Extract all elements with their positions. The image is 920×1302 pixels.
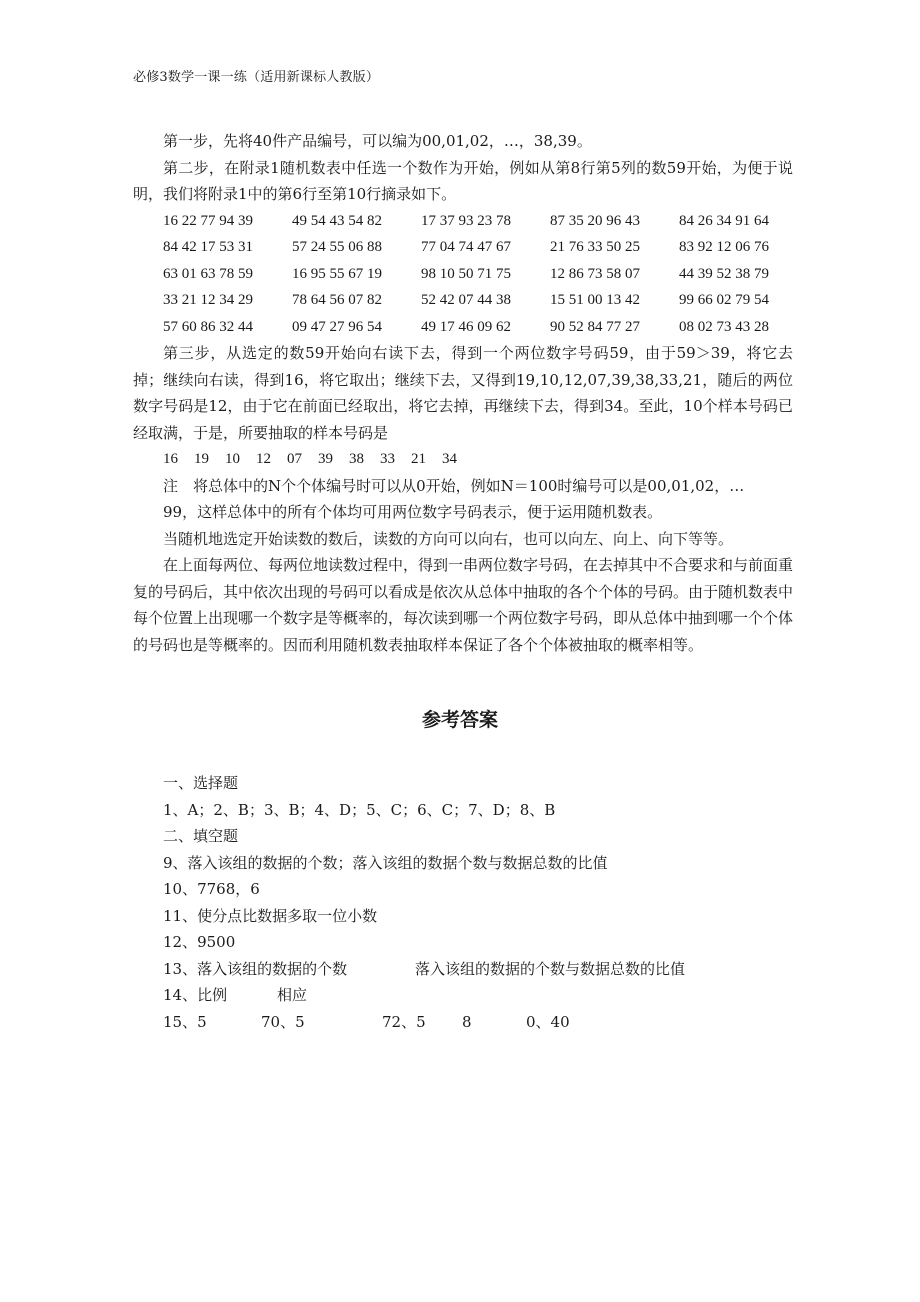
table-cell: 77 04 74 47 67 bbox=[421, 239, 511, 255]
answer-13 bbox=[163, 956, 685, 983]
table-cell: 99 66 02 79 54 bbox=[679, 292, 769, 308]
table-cell: 44 39 52 38 79 bbox=[679, 265, 769, 282]
answer-13-part2: 落入该组的数据的个数与数据总数的比值 bbox=[415, 959, 686, 978]
table-row bbox=[133, 208, 793, 235]
answer-9: 9、落入该组的数据的个数；落入该组的数据个数与数据总数的比值 bbox=[163, 853, 608, 872]
table-cell: 49 54 43 54 82 bbox=[292, 212, 382, 229]
answer-12: 12、9500 bbox=[163, 933, 236, 951]
answer-15-part: 0、40 bbox=[526, 1012, 570, 1031]
step1-paragraph: 第一步，先将40件产品编号，可以编为00,01,02，…，38,39。 bbox=[163, 132, 592, 150]
table-cell: 84 26 34 91 64 bbox=[679, 212, 769, 229]
section-heading-fill: 二、填空题 bbox=[163, 827, 239, 845]
table-cell: 57 24 55 06 88 bbox=[292, 239, 382, 255]
table-cell: 87 35 20 96 43 bbox=[550, 212, 640, 229]
table-cell: 08 02 73 43 28 bbox=[679, 318, 769, 335]
table-cell: 17 37 93 23 78 bbox=[421, 212, 511, 229]
table-row bbox=[133, 314, 793, 341]
answer-15-part: 72、5 bbox=[382, 1012, 426, 1031]
table-cell: 84 42 17 53 31 bbox=[163, 239, 253, 255]
sample-number: 16 bbox=[163, 451, 178, 467]
sample-number: 38 bbox=[349, 451, 364, 467]
answer-15 bbox=[163, 1009, 685, 1036]
table-row bbox=[133, 287, 793, 314]
answer-14-part1: 14、比例 bbox=[163, 986, 228, 1004]
document-body bbox=[133, 128, 793, 658]
answer-14-part2: 相应 bbox=[277, 986, 308, 1004]
sample-number: 10 bbox=[225, 451, 240, 467]
sample-number: 39 bbox=[318, 451, 333, 467]
sample-number: 07 bbox=[287, 451, 302, 467]
table-cell: 21 76 33 50 25 bbox=[550, 239, 640, 255]
table-cell: 12 86 73 58 07 bbox=[550, 265, 640, 282]
step2-paragraph: 第二步，在附录1随机数表中任选一个数作为开始，例如从第8行第5列的数59开始，为便于说明，我们将附录1中的第6行至第10行摘录如下。 bbox=[133, 158, 793, 203]
choice-answers: 1、A；2、B；3、B；4、D；5、C；6、C；7、D；8、B bbox=[163, 800, 556, 819]
section-heading-choice: 一、选择题 bbox=[163, 774, 239, 792]
answer-14 bbox=[163, 982, 685, 1009]
sample-number: 33 bbox=[380, 451, 395, 467]
table-cell: 57 60 86 32 44 bbox=[163, 318, 253, 335]
answer-10: 10、7768，6 bbox=[163, 880, 260, 898]
table-cell: 16 95 55 67 19 bbox=[292, 265, 382, 282]
page-header: 必修3数学一课一练（适用新课标人教版） bbox=[133, 70, 380, 85]
sample-number: 21 bbox=[411, 451, 426, 467]
note-paragraph: 注 将总体中的N个个体编号时可以从0开始，例如N＝100时编号可以是00,01,02，… bbox=[163, 476, 745, 495]
table-cell: 09 47 27 96 54 bbox=[292, 318, 382, 335]
table-cell: 49 17 46 09 62 bbox=[421, 318, 511, 335]
table-cell: 78 64 56 07 82 bbox=[292, 292, 382, 308]
answer-15-part: 70、5 bbox=[261, 1012, 305, 1031]
table-cell: 90 52 84 77 27 bbox=[550, 318, 640, 335]
table-row bbox=[133, 234, 793, 261]
step3-paragraph: 第三步，从选定的数59开始向右读下去，得到一个两位数字号码59，由于59＞39，将它去掉；继续向右读，得到16，将它取出；继续下去，又得到19,10,12,07,39,38,33,21，随后的两位数字号码是12，由于它在前面已经取出，将它去掉，再继续下去，得到34。至此，10个样本号码已经取满，于是，所要抽取的样本号码是 bbox=[133, 344, 793, 442]
sample-number: 12 bbox=[256, 451, 271, 467]
explanation-paragraph: 在上面每两位、每两位地读数过程中，得到一串两位数字号码，在去掉其中不合要求和与前面重复的号码后，其中依次出现的号码可以看成是依次从总体中抽取的各个个体的号码。由于随机数表中每个位置上出现哪一个数字是等概率的，每次读到哪一个两位数字号码，即从总体中抽到哪一个个体的号码也是等概率的。因而利用随机数表抽取样本保证了各个个体被抽取的概率相等。 bbox=[133, 556, 794, 654]
reading-direction-paragraph: 当随机地选定开始读数的数后，读数的方向可以向右，也可以向左、向上、向下等等。 bbox=[163, 529, 734, 548]
answer-11: 11、使分点比数据多取一位小数 bbox=[163, 906, 378, 925]
answer-13-part1: 13、落入该组的数据的个数 bbox=[163, 959, 348, 978]
sample-number: 34 bbox=[442, 451, 457, 467]
answer-15-part: 15、5 bbox=[163, 1012, 207, 1031]
table-row bbox=[133, 261, 793, 288]
answers-title: 参考答案 bbox=[421, 709, 498, 731]
table-cell: 98 10 50 71 75 bbox=[421, 265, 511, 282]
table-cell: 83 92 12 06 76 bbox=[679, 239, 769, 255]
note-continuation: 99，这样总体中的所有个体均可用两位数字号码表示，便于运用随机数表。 bbox=[163, 503, 663, 521]
sample-number: 19 bbox=[194, 451, 209, 467]
answer-15-part: 8 bbox=[462, 1012, 472, 1031]
table-cell: 15 51 00 13 42 bbox=[550, 292, 640, 308]
table-cell: 63 01 63 78 59 bbox=[163, 265, 253, 282]
table-cell: 33 21 12 34 29 bbox=[163, 292, 253, 308]
sample-numbers bbox=[133, 446, 793, 473]
answers-section bbox=[163, 770, 685, 1035]
table-cell: 16 22 77 94 39 bbox=[163, 212, 253, 229]
random-number-table bbox=[133, 208, 793, 341]
table-cell: 52 42 07 44 38 bbox=[421, 292, 511, 308]
